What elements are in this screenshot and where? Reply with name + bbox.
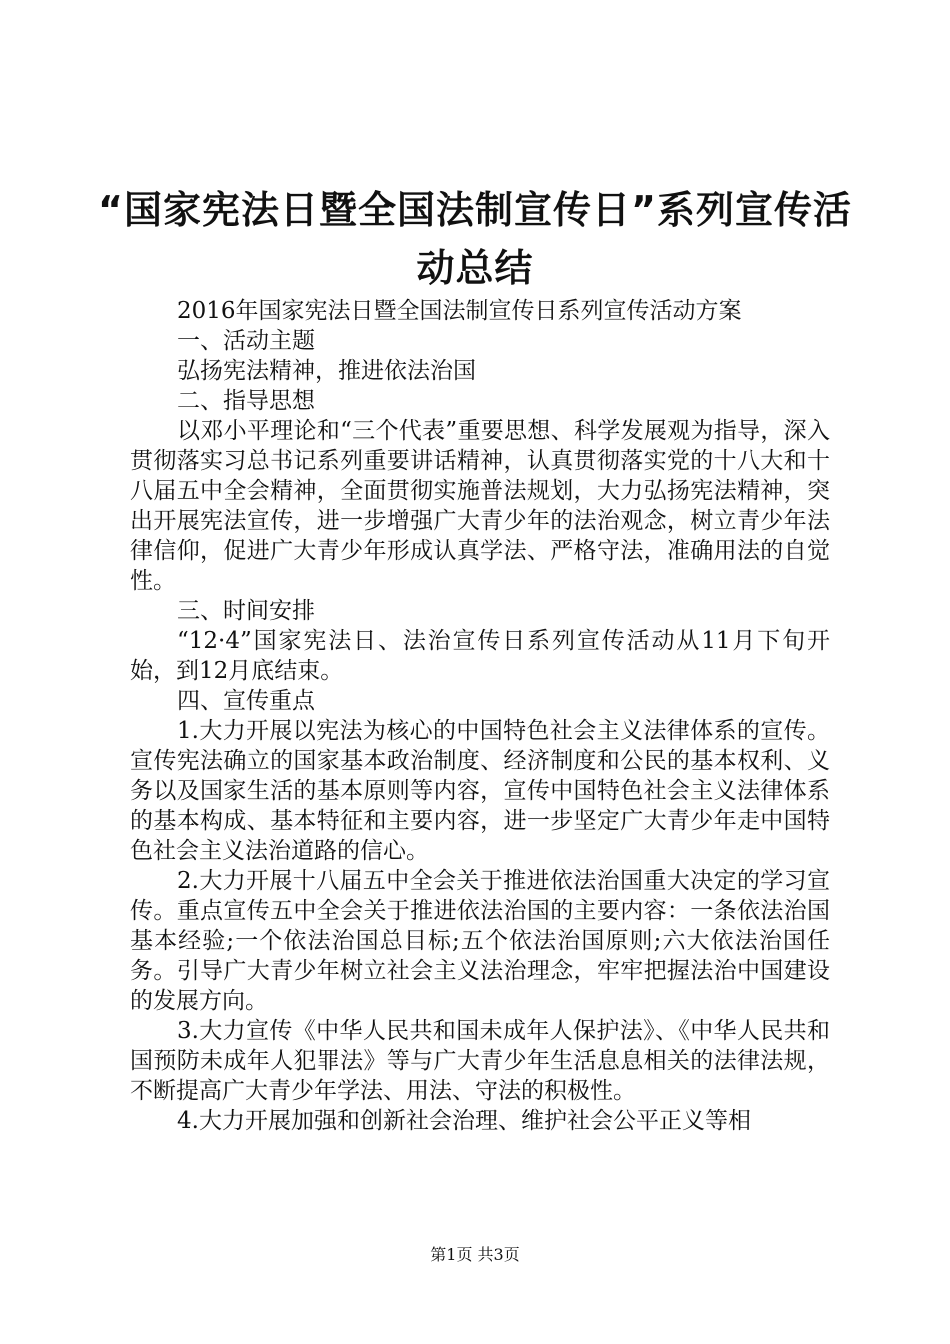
section-heading-theme: 一、活动主题 (177, 328, 315, 354)
plan-heading: 2016年国家宪法日暨全国法制宣传日系列宣传活动方案 (177, 298, 742, 324)
section-heading-schedule: 三、时间安排 (177, 598, 315, 624)
page-number-footer: 第1页 共3页 (430, 1245, 520, 1264)
guiding-thought-paragraph: 以邓小平理论和“三个代表”重要思想、科学发展观为指导，深入贯彻落实习总书记系列重要讲话精神，认真贯彻落实党的十八大和十八届五中全会精神，全面贯彻实施普法规划，大力弘扬宪法精神，突出开展宪法宣传，进一步增强广大青少年的法治观念，树立青少年法律信仰，促进广大青少年形成认真学法、严格守法，准确用法的自觉性。 (130, 418, 830, 594)
section-heading-guiding-thought: 二、指导思想 (177, 388, 315, 414)
section-heading-focus: 四、宣传重点 (177, 688, 315, 714)
focus-item-2: 2.大力开展十八届五中全会关于推进依法治国重大决定的学习宣传。重点宣传五中全会关于推进依法治国的主要内容：一条依法治国基本经验;一个依法治国总目标;五个依法治国原则;六大依法治国任务。引导广大青少年树立社会主义法治理念，牢牢把握法治中国建设的发展方向。 (130, 868, 830, 1014)
theme-text: 弘扬宪法精神，推进依法治国 (177, 358, 476, 384)
document-title-line-1: “国家宪法日暨全国法制宣传日”系列宣传活 (98, 188, 852, 232)
focus-item-1: 1.大力开展以宪法为核心的中国特色社会主义法律体系的宣传。宣传宪法确立的国家基本政治制度、经济制度和公民的基本权利、义务以及国家生活的基本原则等内容，宣传中国特色社会主义法律体系的基本构成、基本特征和主要内容，进一步坚定广大青少年走中国特色社会主义法治道路的信心。 (130, 718, 830, 864)
focus-item-4: 4.大力开展加强和创新社会治理、维护社会公平正义等相 (177, 1108, 751, 1134)
focus-item-3: 3.大力宣传《中华人民共和国未成年人保护法》、《中华人民共和国预防未成年人犯罪法》等与广大青少年生活息息相关的法律法规，不断提高广大青少年学法、用法、守法的积极性。 (130, 1018, 830, 1104)
schedule-paragraph: “12·4”国家宪法日、法治宣传日系列宣传活动从11月下旬开始，到12月底结束。 (130, 628, 830, 684)
document-body (130, 296, 830, 1136)
document-title-line-2: 动总结 (416, 246, 534, 290)
